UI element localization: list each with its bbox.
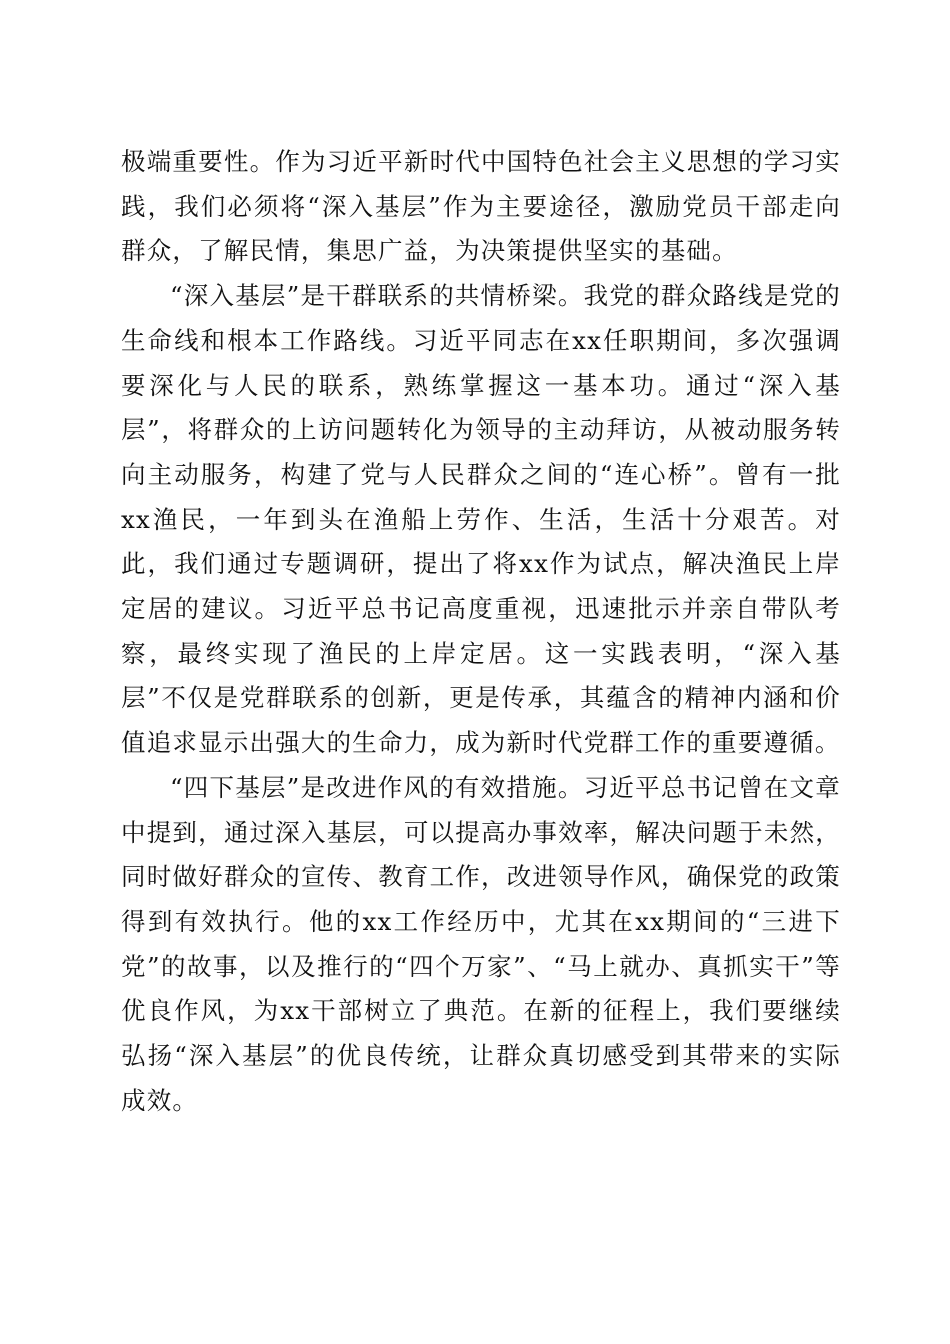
paragraph-2: “深入基层”是干群联系的共情桥梁。我党的群众路线是党的生命线和根本工作路线。习近平同志在xx任职期间，多次强调要深化与人民的联系，熟练掌握这一基本功。通过“深入基层”，将群众的上访问题转化为领导的主动拜访，从被动服务转向主动服务，构建了党与人民群众之间的“连心桥”。曾有一批xx渔民，一年到头在渔船上劳作、生活，生活十分艰苦。对此，我们通过专题调研，提出了将xx作为试点，解决渔民上岸定居的建议。习近平总书记高度重视，迅速批示并亲自带队考察，最终实现了渔民的上岸定居。这一实践表明，“深入基层”不仅是党群联系的创新，更是传承，其蕴含的精神内涵和价值追求显示出强大的生命力，成为新时代党群工作的重要遵循。 [121,281,841,758]
document-body [121,140,841,1123]
paragraph-3: “四下基层”是改进作风的有效措施。习近平总书记曾在文章中提到，通过深入基层，可以提高办事效率，解决问题于未然，同时做好群众的宣传、教育工作，改进领导作风，确保党的政策得到有效执行。他的xx工作经历中，尤其在xx期间的“三进下党”的故事，以及推行的“四个万家”、“马上就办、真抓实干”等优良作风，为xx干部树立了典范。在新的征程上，我们要继续弘扬“深入基层”的优良传统，让群众真切感受到其带来的实际成效。 [121,772,841,1115]
paragraph-1: 极端重要性。作为习近平新时代中国特色社会主义思想的学习实践，我们必须将“深入基层”作为主要途径，激励党员干部走向群众，了解民情，集思广益，为决策提供坚实的基础。 [121,147,841,266]
